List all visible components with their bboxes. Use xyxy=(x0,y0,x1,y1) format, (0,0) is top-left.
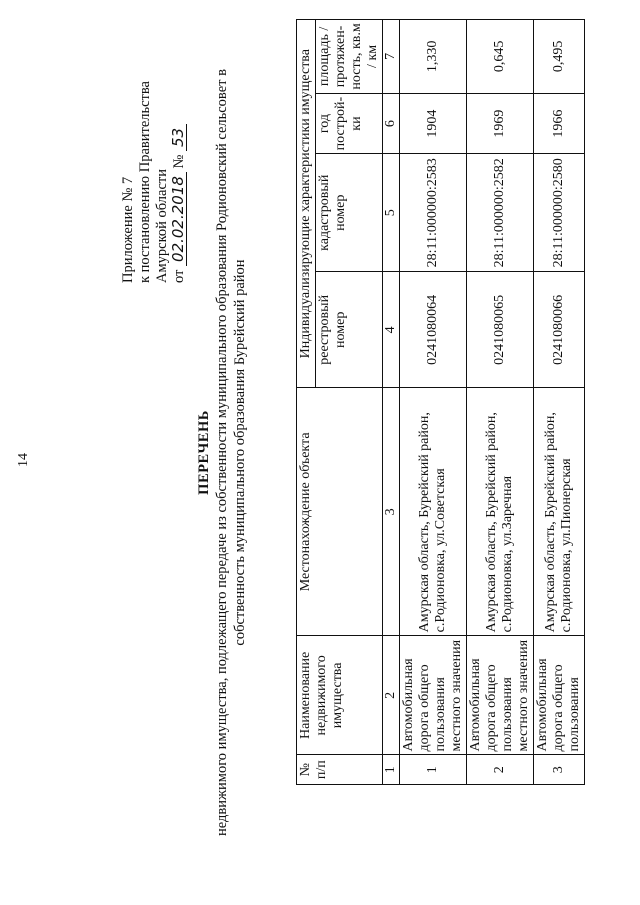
column-numbers-row xyxy=(383,20,400,785)
row-cadastral: 28:11:000000:2582 xyxy=(467,154,534,272)
handwritten-number: 53 xyxy=(171,124,187,151)
table-row xyxy=(400,20,467,785)
row-name: Автомобильная дорога общего пользования местного значения xyxy=(400,636,467,755)
header-name: Наименование недвижимого имущества xyxy=(297,636,383,755)
column-number: 3 xyxy=(383,388,400,636)
column-number: 2 xyxy=(383,636,400,755)
column-number: 4 xyxy=(383,272,400,388)
heading-line-1: недвижимого имущества, подлежащего передаче из собственности муниципального образования Родионовский сельсовет в xyxy=(214,69,230,836)
number-label: № xyxy=(171,154,187,169)
appendix-line-3: Амурской области xyxy=(154,169,170,283)
header-location: Местонахождение объекта xyxy=(297,388,383,636)
row-year: 1904 xyxy=(400,93,467,154)
appendix-block xyxy=(120,81,188,283)
header-registry: реестровый номер xyxy=(316,272,383,388)
document-title: ПЕРЕЧЕНЬ xyxy=(196,410,212,495)
row-number: 2 xyxy=(467,755,534,785)
header-cadastral: кадастровый номер xyxy=(316,154,383,272)
table-row xyxy=(467,20,534,785)
row-registry: 0241080066 xyxy=(534,272,585,388)
column-number: 7 xyxy=(383,20,400,94)
header-group: Индивидуализирующие характеристики имущества xyxy=(297,20,316,388)
row-cadastral: 28:11:000000:2583 xyxy=(400,154,467,272)
row-year: 1969 xyxy=(467,93,534,154)
row-area: 0,645 xyxy=(467,20,534,94)
row-name: Автомобильная дорога общего пользования xyxy=(534,636,585,755)
row-location: Амурская область, Бурейский район, с.Родионовка, ул.Советская xyxy=(400,388,467,636)
row-year: 1966 xyxy=(534,93,585,154)
row-cadastral: 28:11:000000:2580 xyxy=(534,154,585,272)
appendix-line-2: к постановлению Правительства xyxy=(137,81,153,283)
appendix-line-4 xyxy=(171,81,188,283)
table-row xyxy=(534,20,585,785)
header-year: год построй-ки xyxy=(316,93,383,154)
row-area: 1,330 xyxy=(400,20,467,94)
property-table xyxy=(296,19,585,785)
header-num: № п/п xyxy=(297,755,383,785)
header-row-1 xyxy=(297,20,316,785)
row-number: 3 xyxy=(534,755,585,785)
from-label: от xyxy=(171,269,187,283)
header-area: площадь / протяжен-ность, кв.м / км xyxy=(316,20,383,94)
handwritten-date: 02.02.2018 xyxy=(171,172,187,266)
appendix-line-1: Приложение № 7 xyxy=(120,176,136,283)
column-number: 6 xyxy=(383,93,400,154)
row-number: 1 xyxy=(400,755,467,785)
row-location: Амурская область, Бурейский район, с.Родионовка, ул.Пионерская xyxy=(534,388,585,636)
row-registry: 0241080065 xyxy=(467,272,534,388)
heading-line-2: собственность муниципального образования Бурейский район xyxy=(232,259,248,646)
row-location: Амурская область, Бурейский район, с.Родионовка, ул.Заречная xyxy=(467,388,534,636)
page-number: 14 xyxy=(16,453,31,467)
column-number: 1 xyxy=(383,755,400,785)
row-name: Автомобильная дорога общего пользования местного значения xyxy=(467,636,534,755)
column-number: 5 xyxy=(383,154,400,272)
row-area: 0,495 xyxy=(534,20,585,94)
row-registry: 0241080064 xyxy=(400,272,467,388)
